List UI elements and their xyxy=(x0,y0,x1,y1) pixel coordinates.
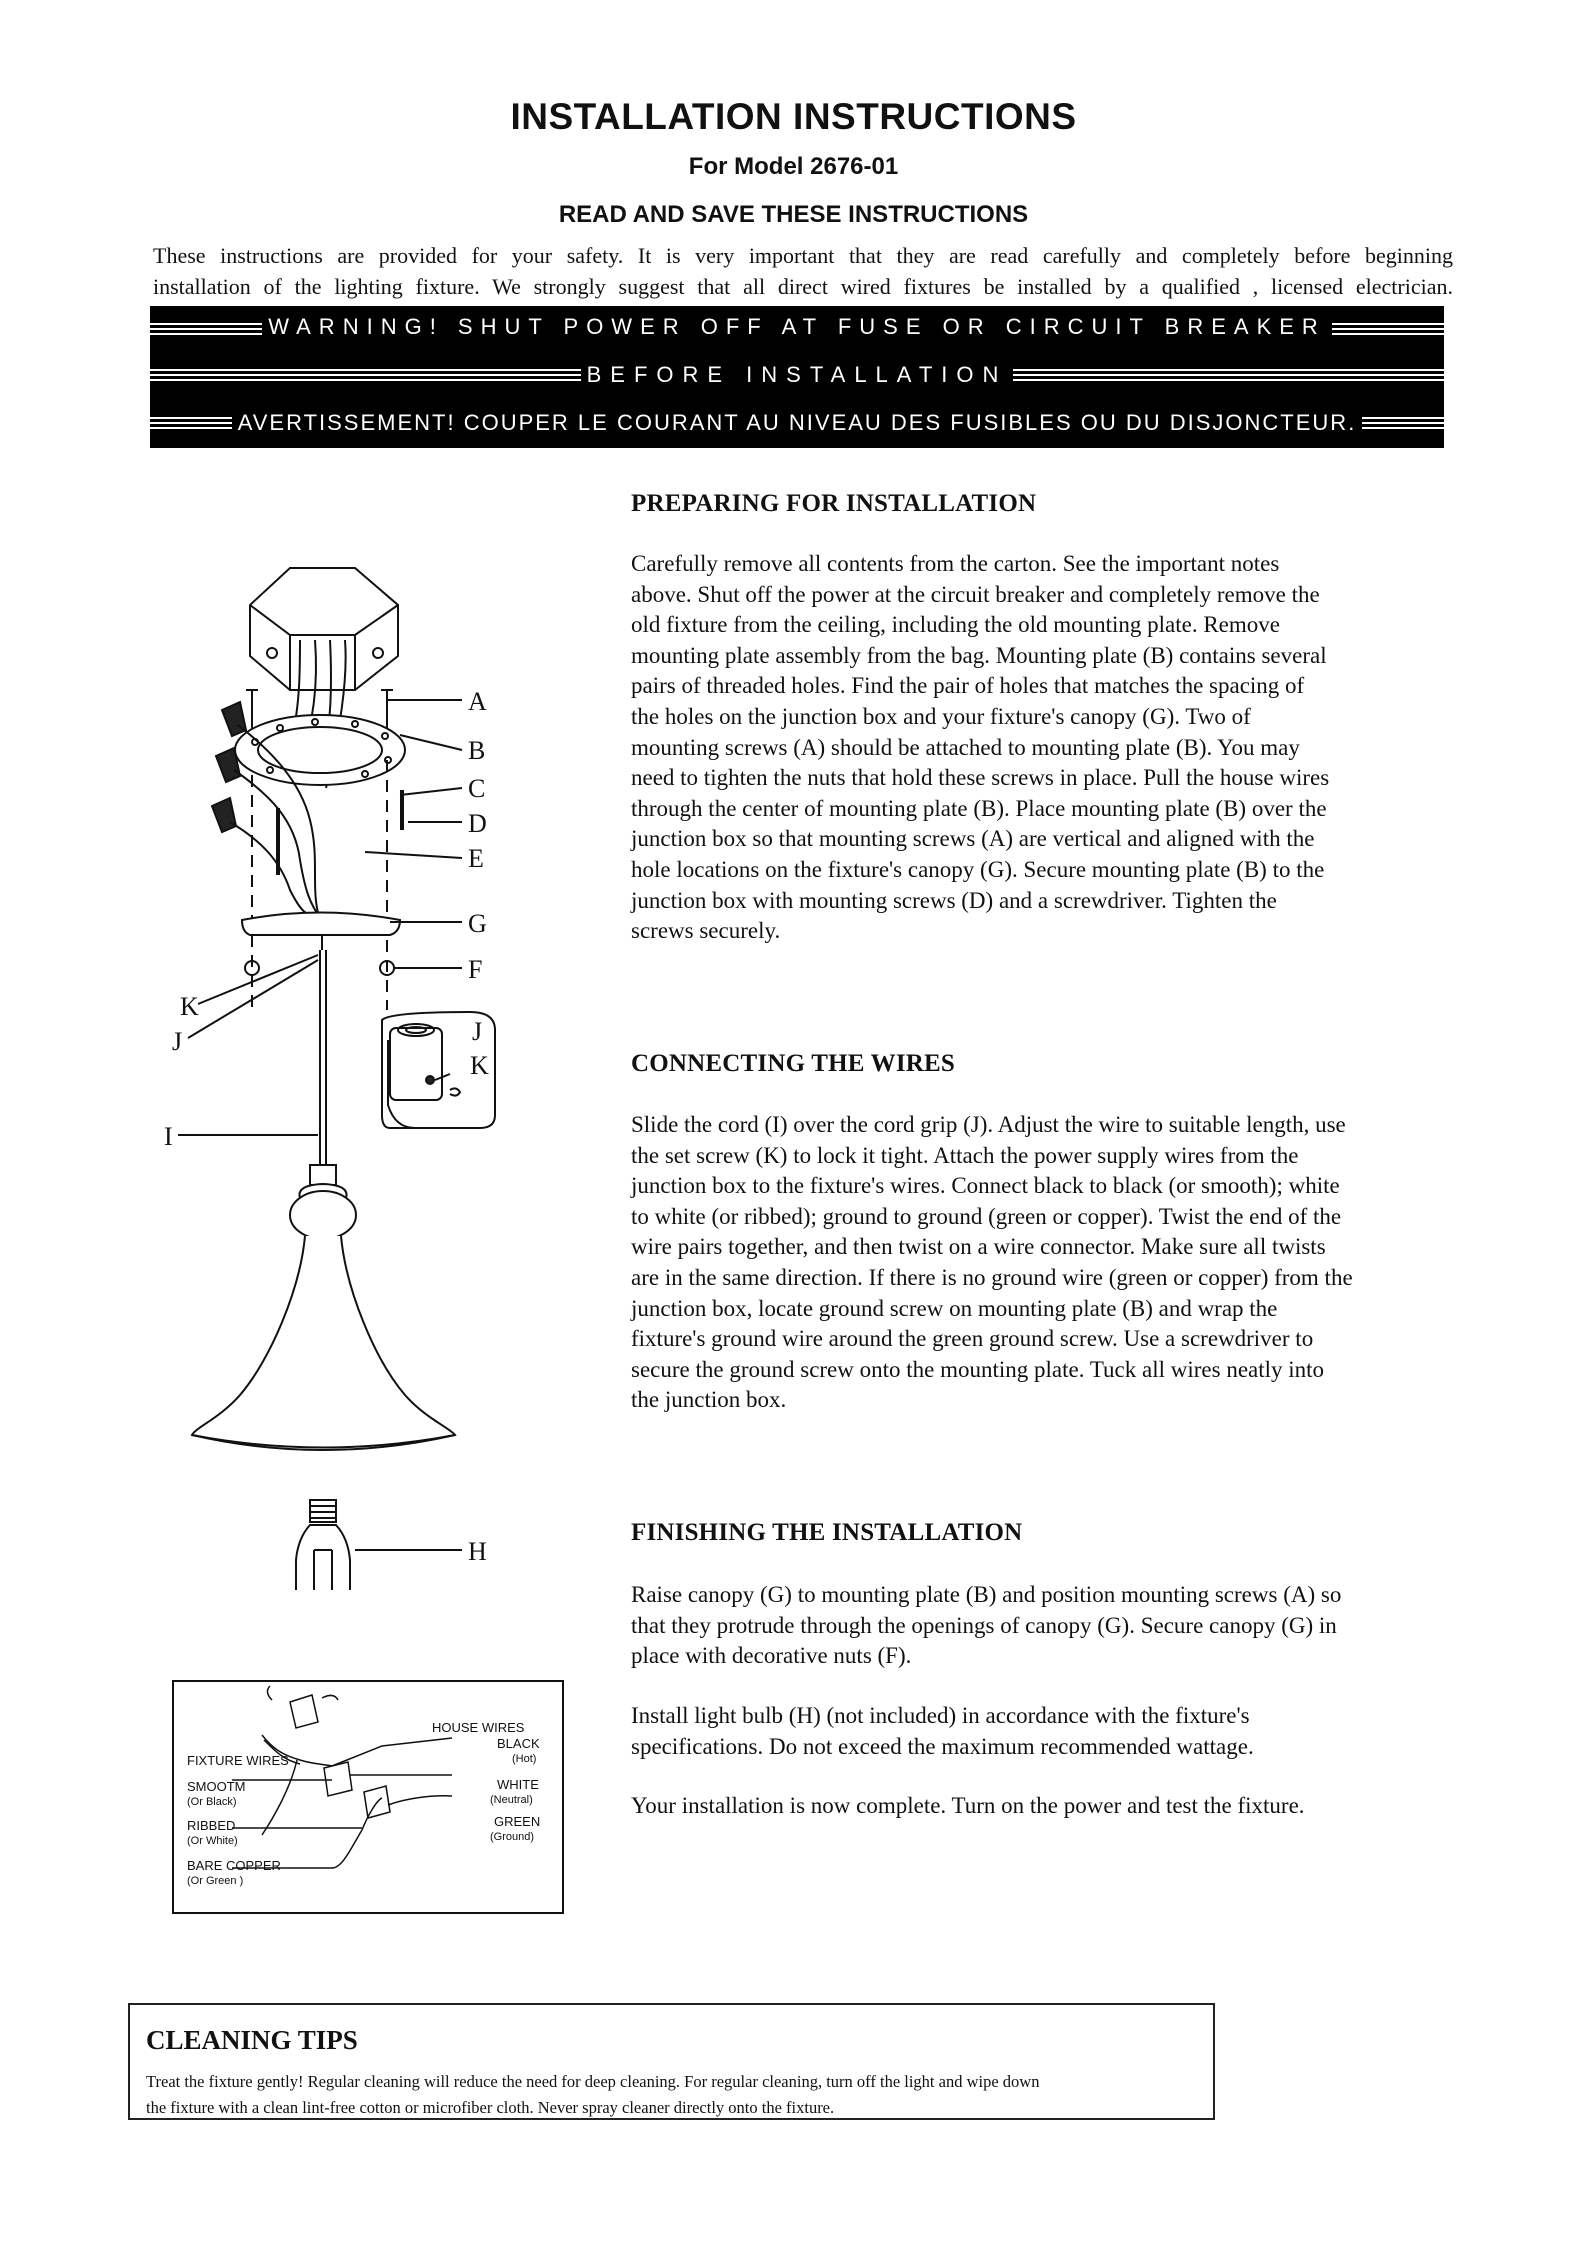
text-line: junction box with mounting screws (D) and a screwdriver. Tighten the xyxy=(631,887,1277,913)
text-line: fixture's ground wire around the green ground screw. Use a screwdriver to xyxy=(631,1326,1314,1352)
fixture-wires-label: FIXTURE WIRES xyxy=(187,1753,289,1768)
junction-box-icon xyxy=(250,568,398,690)
cleaning-tips-box xyxy=(128,2003,1215,2120)
intro-line: These instructions are provided for your safety. It is very important that they are read carefully and completely before beginning xyxy=(153,243,1453,268)
warning-line-2: BEFORE INSTALLATION xyxy=(581,362,1014,387)
text-line: need to tighten the nuts that hold these screws in place. Pull the house wires xyxy=(631,765,1330,791)
finishing-paragraph-1 xyxy=(631,1580,1341,1672)
label-b: B xyxy=(468,736,486,765)
wire-connection-diagram xyxy=(172,1680,564,1914)
text-line: the junction box. xyxy=(631,1387,787,1413)
finishing-paragraph-3 xyxy=(631,1791,1305,1822)
text-line: Carefully remove all contents from the carton. See the important notes xyxy=(631,551,1280,576)
text-line: specifications. Do not exceed the maximum recommended wattage. xyxy=(631,1733,1254,1759)
black-label: BLACK xyxy=(497,1736,540,1751)
finishing-heading: FINISHING THE INSTALLATION xyxy=(631,1519,1023,1546)
text-line: that they protrude through the openings of canopy (G). Secure canopy (G) in xyxy=(631,1612,1337,1638)
text-line: screws securely. xyxy=(631,918,781,944)
text-line: above. Shut off the power at the circuit breaker and completely remove the xyxy=(631,581,1320,607)
page-title: INSTALLATION INSTRUCTIONS xyxy=(510,96,1077,137)
preparing-heading: PREPARING FOR INSTALLATION xyxy=(631,490,1037,517)
text-line: junction box to the fixture's wires. Connect black to black (or smooth); white xyxy=(631,1173,1340,1199)
green-label: GREEN xyxy=(494,1814,541,1829)
text-line: the set screw (K) to lock it tight. Attach the power supply wires from the xyxy=(631,1142,1299,1168)
warning-line-3: AVERTISSEMENT! COUPER LE COURANT AU NIVEAU DES FUSIBLES OU DU DISJONCTEUR. xyxy=(232,410,1363,435)
text-line: Slide the cord (I) over the cord grip (J). Adjust the wire to suitable length, use xyxy=(631,1112,1346,1137)
label-i: I xyxy=(164,1122,173,1151)
label-c: C xyxy=(468,774,486,803)
house-wires-label: HOUSE WIRES xyxy=(432,1720,525,1735)
white-label: WHITE xyxy=(497,1777,539,1792)
ribbed-label: RIBBED xyxy=(187,1818,236,1833)
label-h: H xyxy=(468,1537,487,1566)
intro-paragraph xyxy=(153,240,1453,302)
warning-line-1: WARNING! SHUT POWER OFF AT FUSE OR CIRCUIT BREAKER xyxy=(262,314,1332,339)
wire-connector-icon xyxy=(212,702,246,832)
intro-line: installation of the lighting fixture. We strongly suggest that all direct wired fixtures be installed by a qualified , licensed electrician. xyxy=(153,274,1453,299)
mounting-plate-icon xyxy=(235,715,405,785)
white-sub-label: (Neutral) xyxy=(490,1794,533,1806)
text-line: Treat the fixture gently! Regular cleaning will reduce the need for deep cleaning. For regular cleaning, turn off the light and wipe down xyxy=(146,2072,1040,2091)
smooth-label: SMOOTM xyxy=(187,1779,246,1794)
fixture-diagram xyxy=(150,560,510,1590)
black-sub-label: (Hot) xyxy=(512,1753,537,1765)
green-sub-label: (Ground) xyxy=(490,1831,535,1843)
finishing-paragraph-2 xyxy=(631,1701,1254,1762)
text-line: the holes on the junction box and your fixture's canopy (G). Two of xyxy=(631,703,1251,729)
text-line: junction box, locate ground screw on mounting plate (B) and wrap the xyxy=(631,1295,1278,1321)
text-line: junction box so that mounting screws (A) are vertical and aligned with the xyxy=(631,826,1315,852)
text-line: wire pairs together, and then twist on a wire connector. Make sure all twists xyxy=(631,1234,1326,1260)
label-g: G xyxy=(468,909,487,938)
lamp-shade-icon xyxy=(192,1165,455,1450)
connecting-paragraph xyxy=(631,1110,1353,1416)
cleaning-tips-text xyxy=(146,2069,1039,2121)
text-line: secure the ground screw onto the mounting plate. Tuck all wires neatly into xyxy=(631,1356,1325,1382)
text-line: to white (or ribbed); ground to ground (green or copper). Twist the end of the xyxy=(631,1203,1342,1229)
text-line: Raise canopy (G) to mounting plate (B) and position mounting screws (A) so xyxy=(631,1582,1342,1607)
text-line: are in the same direction. If there is no ground wire (green or copper) from the xyxy=(631,1264,1353,1290)
cleaning-tips-title: CLEANING TIPS xyxy=(146,2025,358,2055)
label-d: D xyxy=(468,809,487,838)
label-k-detail: K xyxy=(470,1051,489,1080)
canopy-icon xyxy=(242,913,400,951)
label-a: A xyxy=(468,687,487,716)
text-line: Install light bulb (H) (not included) in accordance with the fixture's xyxy=(631,1703,1250,1728)
text-line: mounting screws (A) should be attached to mounting plate (B). You may xyxy=(631,734,1300,760)
preparing-paragraph xyxy=(631,549,1329,947)
label-k: K xyxy=(180,992,199,1021)
text-line: pairs of threaded holes. Find the pair of holes that matches the spacing of xyxy=(631,673,1305,699)
label-f: F xyxy=(468,955,483,984)
smooth-sub-label: (Or Black) xyxy=(187,1796,237,1808)
ribbed-sub-label: (Or White) xyxy=(187,1835,238,1847)
read-save-heading: READ AND SAVE THESE INSTRUCTIONS xyxy=(558,201,1029,228)
text-line: the fixture with a clean lint-free cotton or microfiber cloth. Never spray cleaner directly onto the fixture. xyxy=(146,2098,835,2117)
model-subtitle: For Model 2676-01 xyxy=(688,153,899,180)
label-j-detail: J xyxy=(472,1017,483,1046)
light-bulb-icon xyxy=(296,1500,350,1590)
text-line: through the center of mounting plate (B). Place mounting plate (B) over the xyxy=(631,795,1327,821)
text-line: Your installation is now complete. Turn on the power and test the fixture. xyxy=(631,1793,1305,1818)
warning-banner xyxy=(150,306,1444,448)
text-line: mounting plate assembly from the bag. Mounting plate (B) contains several xyxy=(631,642,1327,668)
text-line: place with decorative nuts (F). xyxy=(631,1643,912,1669)
bare-copper-label: BARE COPPER xyxy=(187,1858,281,1873)
connecting-heading: CONNECTING THE WIRES xyxy=(631,1050,955,1077)
text-line: old fixture from the ceiling, including the old mounting plate. Remove xyxy=(631,612,1280,638)
label-e: E xyxy=(468,844,484,873)
bare-copper-sub-label: (Or Green ) xyxy=(187,1875,244,1887)
label-j: J xyxy=(172,1027,183,1056)
text-line: hole locations on the fixture's canopy (G). Secure mounting plate (B) to the xyxy=(631,856,1325,882)
